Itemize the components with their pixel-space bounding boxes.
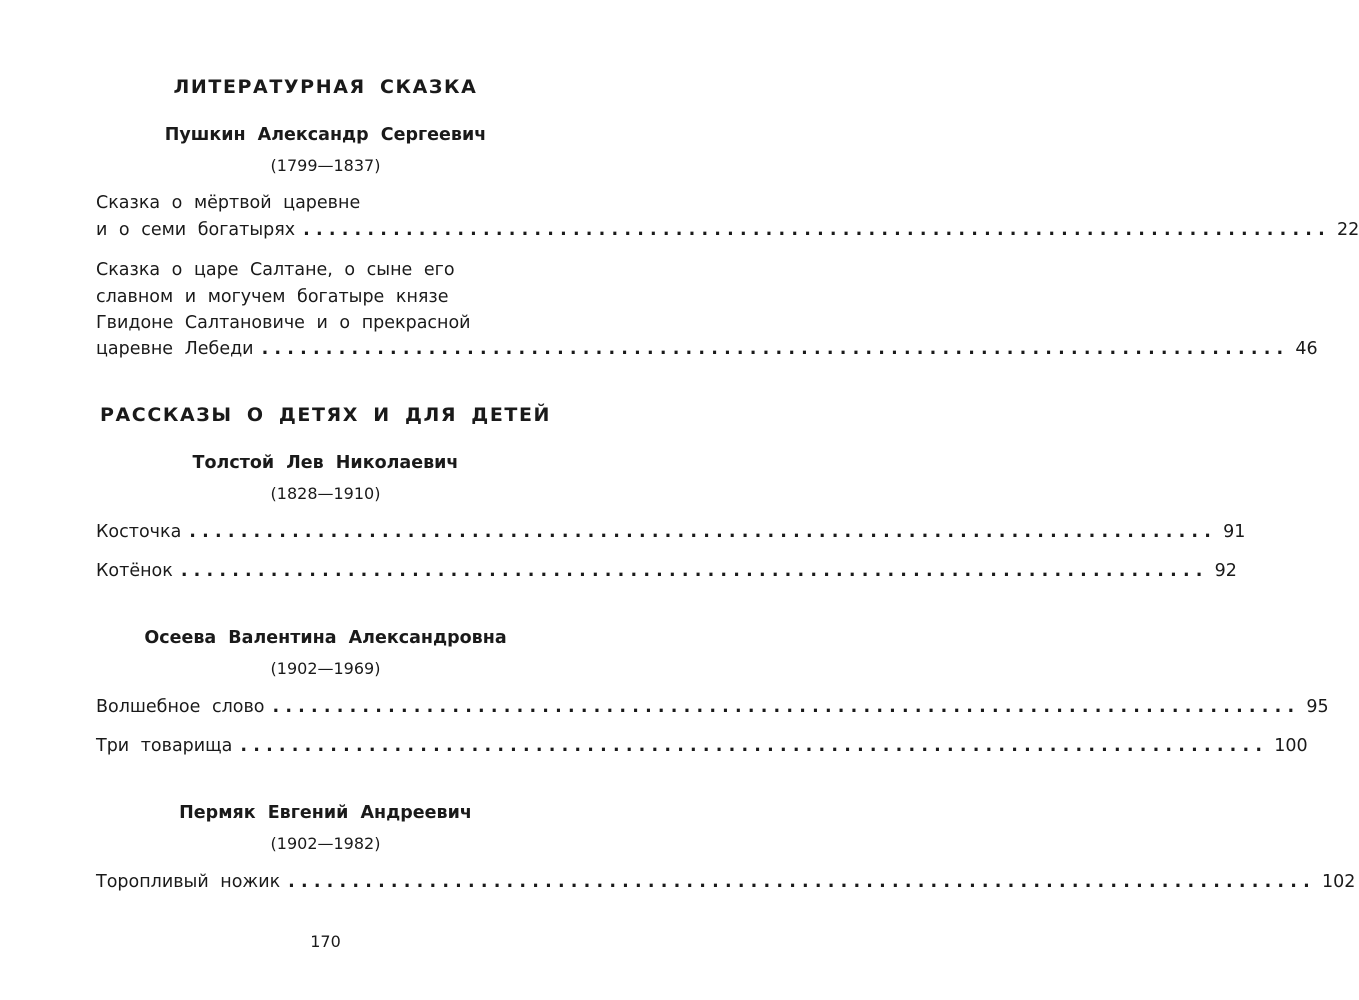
leader-dots: ................................................................................: [288, 872, 1316, 892]
author-years: (1902—1982): [270, 834, 381, 853]
page-number: 170: [310, 932, 341, 951]
toc-entry-title: царевне Лебеди: [96, 339, 254, 359]
author-years: (1828—1910): [270, 484, 381, 503]
toc-entry[interactable]: [96, 339, 1318, 363]
toc-entry[interactable]: [96, 697, 1329, 721]
toc-entry-page: 46: [1295, 339, 1318, 359]
leader-dots: ................................................................................: [189, 522, 1218, 542]
toc-entry-line: Сказка о мёртвой царевне: [96, 193, 361, 213]
leader-dots: ................................................................................: [272, 697, 1301, 717]
leader-dots: ................................................................................: [303, 220, 1331, 240]
toc-entry-title: Косточка: [96, 522, 182, 542]
toc-entry-page: 92: [1214, 561, 1237, 581]
toc-entry-line: славном и могучем богатыре князе: [96, 287, 449, 307]
leader-dots: ................................................................................: [261, 339, 1290, 359]
toc-entry-title: Волшебное слово: [96, 697, 265, 717]
author-name: Толстой Лев Николаевич: [192, 453, 459, 473]
author-name: Пермяк Евгений Андреевич: [179, 803, 472, 823]
toc-entry[interactable]: [96, 522, 1246, 546]
author-years: (1799—1837): [270, 156, 381, 175]
author-name: Осеева Валентина Александровна: [144, 628, 507, 648]
toc-entry-title: Котёнок: [96, 561, 173, 581]
toc-entry-title: Три товарища: [96, 736, 233, 756]
toc-entry-line: Сказка о царе Салтане, о сыне его: [96, 260, 455, 280]
leader-dots: ................................................................................: [240, 736, 1269, 756]
section-heading: ЛИТЕРАТУРНАЯ СКАЗКА: [173, 76, 478, 98]
section-heading: РАССКАЗЫ О ДЕТЯХ И ДЛЯ ДЕТЕЙ: [99, 404, 552, 426]
toc-entry[interactable]: [96, 736, 1308, 760]
author-name: Пушкин Александр Сергеевич: [164, 125, 487, 145]
toc-entry[interactable]: [96, 561, 1237, 585]
toc-entry-page: 100: [1274, 736, 1308, 756]
toc-entry[interactable]: [96, 220, 1359, 244]
author-years: (1902—1969): [270, 659, 381, 678]
toc-entry-page: 22: [1337, 220, 1359, 240]
toc-entry-page: 91: [1223, 522, 1246, 542]
toc-entry-title: Торопливый ножик: [96, 872, 281, 892]
leader-dots: ................................................................................: [180, 561, 1209, 581]
toc-entry-page: 95: [1306, 697, 1329, 717]
toc-entry-title: и о семи богатырях: [96, 220, 296, 240]
toc-entry-page: 102: [1321, 872, 1356, 892]
toc-entry-line: Гвидоне Салтановиче и о прекрасной: [96, 313, 471, 333]
toc-entry[interactable]: [96, 872, 1356, 896]
